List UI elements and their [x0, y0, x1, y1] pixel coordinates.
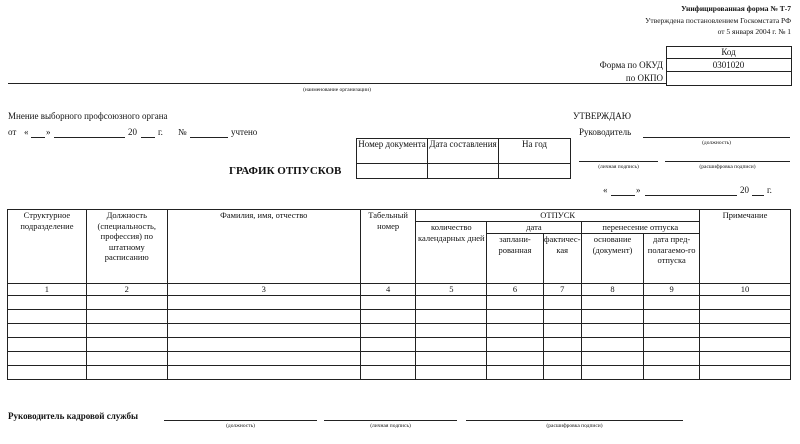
- doc-title: ГРАФИК ОТПУСКОВ: [229, 165, 342, 177]
- col-number: 10: [699, 284, 790, 296]
- table-row[interactable]: [8, 366, 791, 380]
- union-number-sign: №: [178, 127, 187, 137]
- union-day-line[interactable]: [31, 137, 45, 138]
- h-leave: ОТПУСК: [416, 210, 699, 222]
- h-basis: основание (документ): [581, 234, 644, 284]
- okud-value: 0301020: [712, 60, 745, 70]
- table-row[interactable]: [8, 324, 791, 338]
- h-department: Структурное подразделение: [8, 210, 87, 284]
- union-year-suffix: г.: [158, 127, 163, 137]
- h-transfer: перенесение отпуска: [581, 222, 699, 234]
- col-number: 4: [360, 284, 416, 296]
- col-number: 2: [86, 284, 167, 296]
- approved-by: Утверждена постановлением Госкомстата РФ: [645, 16, 791, 25]
- org-name-line[interactable]: [8, 83, 666, 84]
- approve-position-line[interactable]: [643, 137, 790, 138]
- approve-year-prefix: 20: [740, 185, 749, 195]
- union-month-line[interactable]: [54, 137, 125, 138]
- hr-position-line[interactable]: [164, 420, 317, 421]
- doc-col-date: Дата составления: [428, 139, 499, 164]
- union-quote-close: »: [46, 127, 51, 137]
- code-label: Код: [721, 47, 736, 57]
- col-number: 1: [8, 284, 87, 296]
- approve-day-line[interactable]: [611, 195, 635, 196]
- col-number: 6: [487, 284, 544, 296]
- vacation-table: [7, 209, 791, 380]
- union-number-line[interactable]: [190, 137, 228, 138]
- approve-decode-line[interactable]: [665, 161, 790, 162]
- union-year-prefix: 20: [128, 127, 137, 137]
- h-proposed: дата пред-полагаемо-го отпуска: [644, 234, 700, 284]
- h-date: дата: [487, 222, 581, 234]
- approve-signature-line[interactable]: [579, 161, 658, 162]
- col-number: 3: [167, 284, 360, 296]
- h-name: Фамилия, имя, отчество: [167, 210, 360, 284]
- union-considered: учтено: [231, 127, 258, 137]
- col-number: 9: [644, 284, 700, 296]
- doc-col-number: Номер документа: [357, 139, 428, 164]
- approve-year-line[interactable]: [752, 195, 764, 196]
- approve-month-line[interactable]: [645, 195, 737, 196]
- h-actual: фактичес-кая: [543, 234, 581, 284]
- approve-year-suffix: г.: [767, 185, 772, 195]
- approve-quote-open: «: [603, 185, 608, 195]
- approve-quote-close: »: [636, 185, 641, 195]
- col-number: 8: [581, 284, 644, 296]
- doc-info-table: [356, 138, 571, 179]
- table-row[interactable]: [8, 338, 791, 352]
- hr-decode-caption: (расшифровка подписи): [546, 423, 603, 429]
- hr-signature-line[interactable]: [324, 420, 457, 421]
- approve-signature-caption: (личная подпись): [598, 164, 639, 170]
- okud-label: Форма по ОКУД: [599, 60, 663, 70]
- hr-head-label: Руководитель кадровой службы: [8, 411, 139, 421]
- union-year-line[interactable]: [141, 137, 155, 138]
- h-position: Должность (специальность, профессия) по штатному расписанию: [86, 210, 167, 284]
- approve-decode-caption: (расшифровка подписи): [699, 164, 756, 170]
- approved-date: от 5 января 2004 г. № 1: [717, 27, 791, 36]
- h-planned: заплани-рованная: [487, 234, 544, 284]
- hr-signature-caption: (личная подпись): [370, 423, 411, 429]
- h-days: количество календарных дней: [416, 222, 487, 284]
- org-caption: (наименование организации): [303, 87, 371, 93]
- approve-position-caption: (должность): [702, 140, 731, 146]
- approve-head: Руководитель: [579, 127, 632, 137]
- union-quote-open: «: [24, 127, 29, 137]
- table-row[interactable]: [8, 296, 791, 310]
- hr-decode-line[interactable]: [466, 420, 683, 421]
- doc-col-year: На год: [499, 139, 571, 164]
- col-number: 7: [543, 284, 581, 296]
- doc-date-cell[interactable]: [428, 164, 499, 179]
- col-number: 5: [416, 284, 487, 296]
- okpo-label: по ОКПО: [625, 73, 663, 83]
- table-row[interactable]: [8, 310, 791, 324]
- table-row[interactable]: [8, 352, 791, 366]
- union-from: от: [8, 127, 17, 137]
- h-tabnum: Табельный номер: [360, 210, 416, 284]
- union-opinion: Мнение выборного профсоюзного органа: [8, 111, 168, 121]
- doc-year-cell[interactable]: [499, 164, 571, 179]
- doc-number-cell[interactable]: [357, 164, 428, 179]
- h-note: Примечание: [699, 210, 790, 284]
- form-title: Унифицированная форма № Т-7: [681, 4, 791, 13]
- approve-title: УТВЕРЖДАЮ: [573, 111, 632, 121]
- hr-position-caption: (должность): [226, 423, 255, 429]
